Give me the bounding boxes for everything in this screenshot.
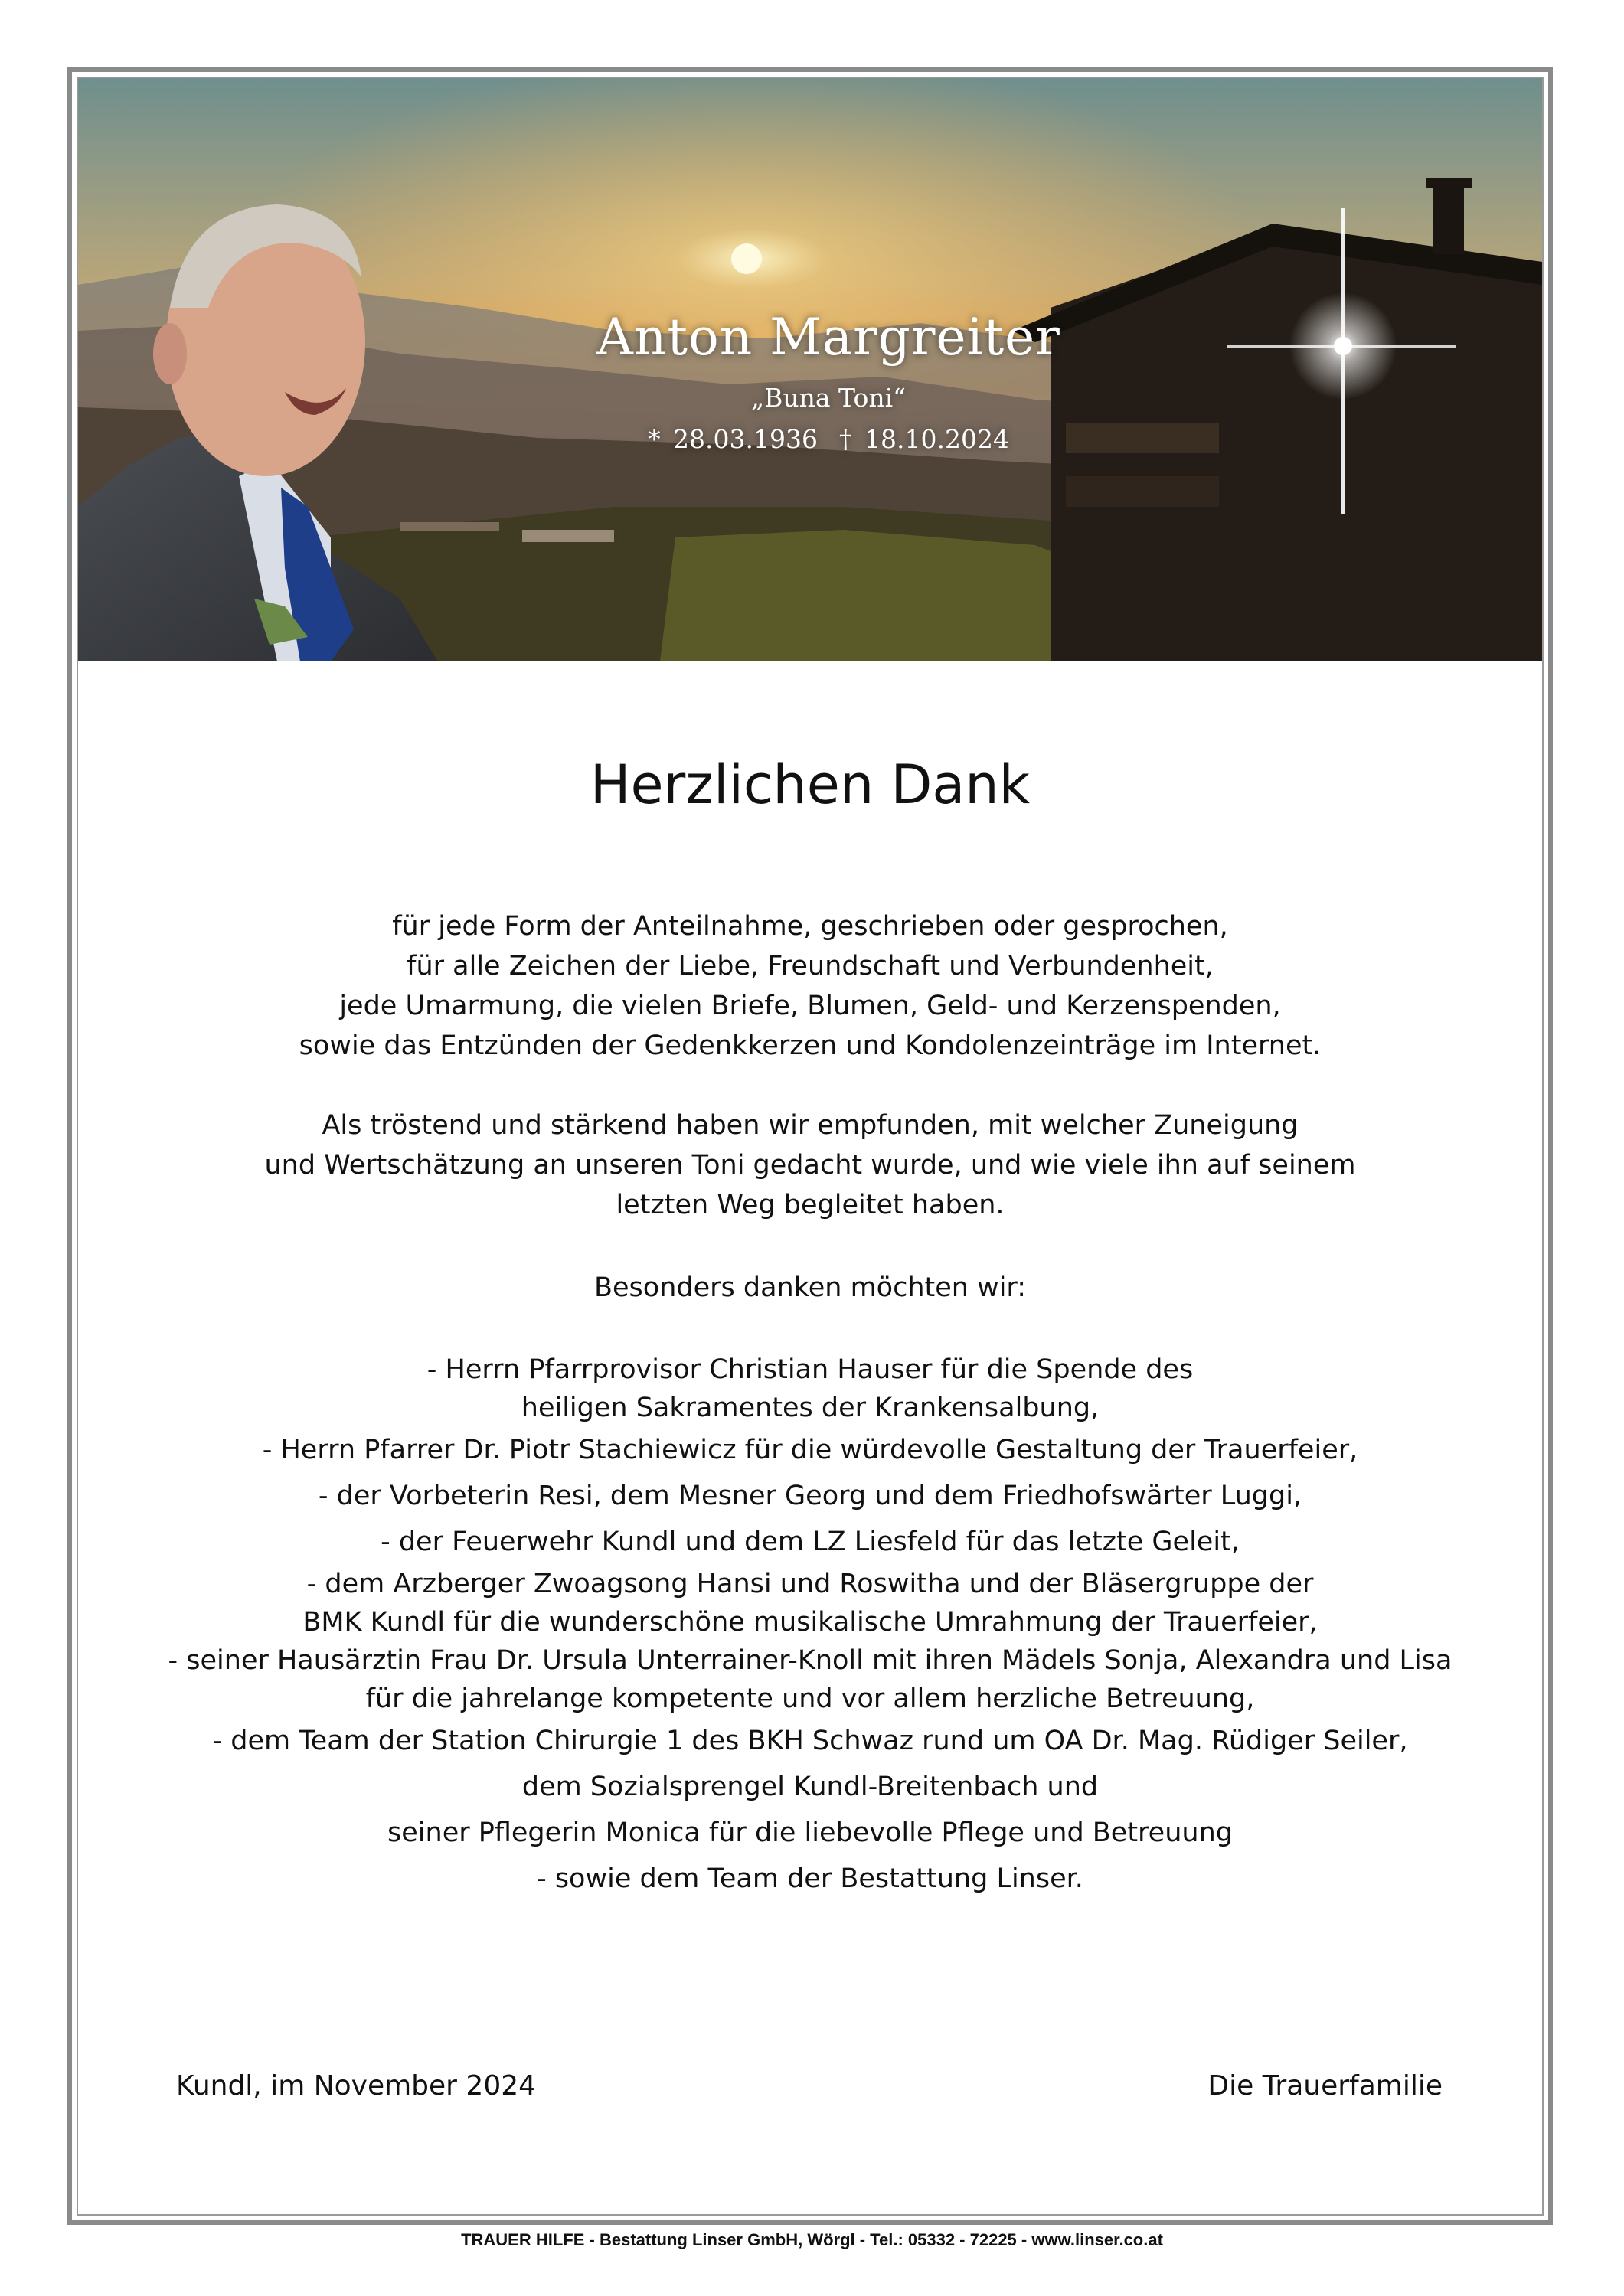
text-line: Als tröstend und stärkend haben wir empfunden, mit welcher Zuneigung (322, 1110, 1299, 1141)
paragraph-trost (78, 1106, 1542, 1225)
text-line: für jede Form der Anteilnahme, geschrieben oder gesprochen, (392, 911, 1228, 942)
thanks-intro: Besonders danken möchten wir: (594, 1272, 1026, 1303)
list-item: BMK Kundl für die wunderschöne musikalische Umrahmung der Trauerfeier, (302, 1607, 1318, 1638)
text-line: letzten Weg begleitet haben. (616, 1190, 1005, 1220)
sun-icon (731, 243, 762, 274)
list-item: dem Sozialsprengel Kundl-Breitenbach und (521, 1772, 1099, 1802)
life-dates (583, 424, 1073, 454)
paragraph-anteilnahme (78, 906, 1542, 1066)
list-item: für die jahrelange kompetente und vor allem herzliche Betreuung, (365, 1684, 1255, 1714)
birth-date: * 28.03.1936 (648, 424, 818, 454)
text-line: und Wertschätzung an unseren Toni gedacht wurde, und wie viele ihn auf seinem (264, 1150, 1356, 1181)
text-line: sowie das Entzünden der Gedenkkerzen und Kondolenzeinträge im Internet. (299, 1030, 1322, 1061)
deceased-nickname: „Buna Toni“ (750, 383, 906, 413)
list-item: - dem Arzberger Zwoagsong Hansi und Roswitha und der Bläsergruppe der (306, 1569, 1314, 1599)
funeral-home-imprint: TRAUER HILFE - Bestattung Linser GmbH, Wörgl - Tel.: 05332 - 72225 - www.linser.co.at (461, 2230, 1163, 2249)
list-item: - Herrn Pfarrer Dr. Piotr Stachiewicz für die würdevolle Gestaltung der Trauerfeier, (262, 1435, 1358, 1465)
text-line: für alle Zeichen der Liebe, Freundschaft und Verbundenheit, (407, 951, 1214, 981)
list-item: - seiner Hausärztin Frau Dr. Ursula Unterrainer-Knoll mit ihren Mädels Sonja, Alexandra und Lisa (168, 1645, 1452, 1676)
place-date: Kundl, im November 2024 (176, 2070, 537, 2102)
list-item: - sowie dem Team der Bestattung Linser. (537, 1863, 1083, 1894)
list-item: - dem Team der Station Chirurgie 1 des BKH Schwaz rund um OA Dr. Mag. Rüdiger Seiler, (212, 1726, 1408, 1756)
list-item: seiner Pflegerin Monica für die liebevolle Pflege und Betreuung (387, 1818, 1233, 1848)
list-item: - Herrn Pfarrprovisor Christian Hauser für die Spende des (426, 1354, 1194, 1385)
death-date: † 18.10.2024 (839, 424, 1009, 454)
text-line: jede Umarmung, die vielen Briefe, Blumen, Geld- und Kerzenspenden, (339, 991, 1281, 1021)
list-item: - der Vorbeterin Resi, dem Mesner Georg und dem Friedhofswärter Luggi, (318, 1481, 1302, 1511)
signature: Die Trauerfamilie (1207, 2070, 1443, 2102)
sunset-landscape-image (78, 78, 1542, 661)
page-title: Herzlichen Dank (590, 753, 1031, 816)
thanks-list (78, 1350, 1542, 1902)
list-item: heiligen Sakramentes der Krankensalbung, (521, 1393, 1100, 1423)
list-item: - der Feuerwehr Kundl und dem LZ Liesfeld für das letzte Geleit, (381, 1527, 1240, 1557)
header-photo (78, 78, 1542, 661)
deceased-name: Anton Margreiter (596, 308, 1060, 367)
